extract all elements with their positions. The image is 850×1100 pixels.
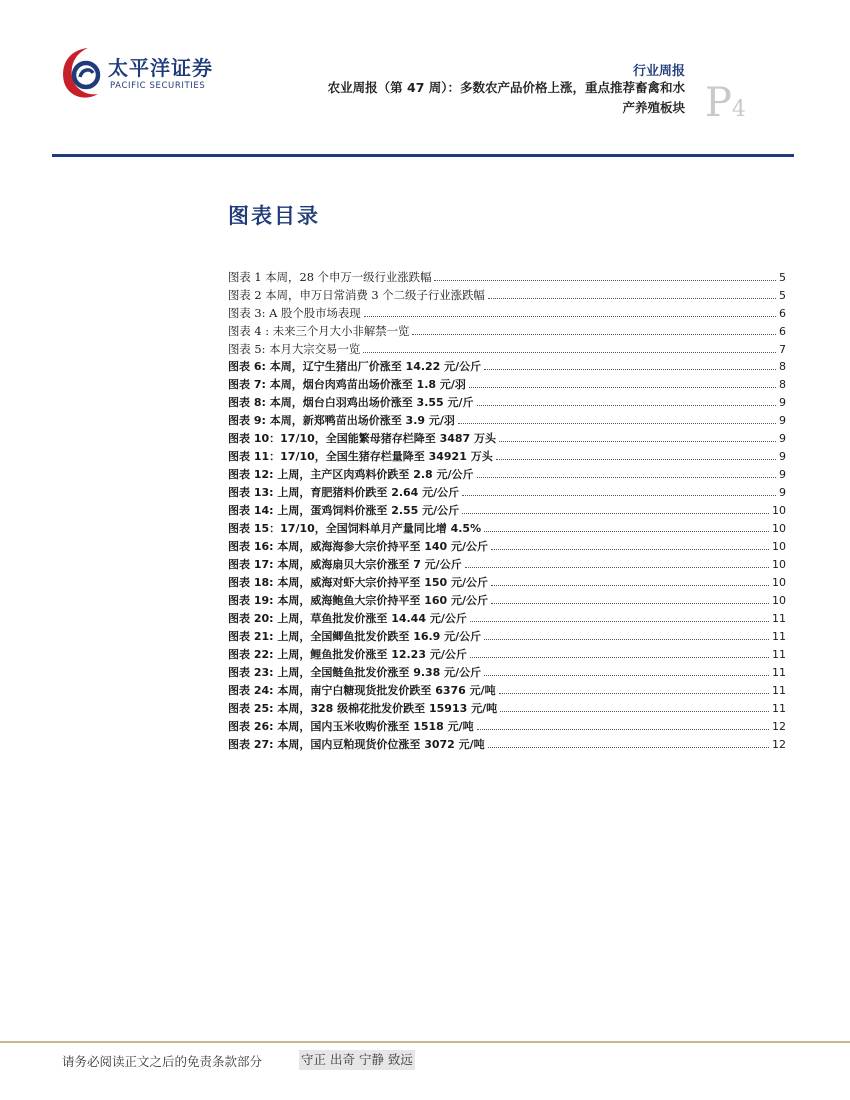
toc-dot-leader — [477, 395, 776, 406]
toc-entry-label: 图表 21: 上周，全国鲫鱼批发价跌至 16.9 元/公斤 — [228, 630, 482, 643]
toc-entry-page: 9 — [779, 486, 786, 499]
toc-dot-leader — [484, 665, 769, 676]
toc-entry-label: 图表 7: 本周，烟台肉鸡苗出场价涨至 1.8 元/羽 — [228, 378, 466, 391]
toc-entry[interactable] — [228, 502, 786, 520]
toc-entry-label: 图表 8: 本周，烟台白羽鸡出场价涨至 3.55 元/斤 — [228, 396, 474, 409]
toc-entry[interactable] — [228, 304, 786, 322]
toc-entry[interactable] — [228, 358, 786, 376]
toc-entry-label: 图表 5: 本月大宗交易一览 — [228, 342, 361, 356]
toc-dot-leader — [470, 611, 769, 622]
toc-entry[interactable] — [228, 574, 786, 592]
toc-dot-leader — [496, 449, 776, 460]
toc-entry-label: 图表 20: 上周，草鱼批发价涨至 14.44 元/公斤 — [228, 612, 467, 625]
toc-entry[interactable] — [228, 664, 786, 682]
toc-entry-label: 图表 24: 本周，南宁白糖现货批发价跌至 6376 元/吨 — [228, 684, 496, 697]
toc-dot-leader — [363, 342, 776, 353]
toc-entry-page: 10 — [772, 540, 786, 553]
toc-entry[interactable] — [228, 556, 786, 574]
toc-entry-page: 11 — [772, 612, 786, 625]
toc-dot-leader — [484, 359, 776, 370]
toc-entry-page: 11 — [772, 630, 786, 643]
toc-entry-page: 10 — [772, 504, 786, 517]
footer-divider — [0, 1041, 850, 1043]
toc-entry-page: 5 — [779, 271, 786, 284]
toc-entry-page: 11 — [772, 684, 786, 697]
company-logo — [58, 44, 258, 104]
toc-entry-label: 图表 16: 本周，威海海参大宗价持平至 140 元/公斤 — [228, 540, 489, 553]
toc-entry[interactable] — [228, 700, 786, 718]
toc-dot-leader — [488, 737, 769, 748]
toc-dot-leader — [477, 719, 769, 730]
toc-dot-leader — [458, 413, 776, 424]
toc-entry-label: 图表 6: 本周，辽宁生猪出厂价涨至 14.22 元/公斤 — [228, 360, 482, 373]
toc-entry-page: 10 — [772, 594, 786, 607]
toc-dot-leader — [412, 324, 776, 335]
toc-dot-leader — [469, 377, 776, 388]
toc-entry-label: 图表 18: 本周，威海对虾大宗价持平至 150 元/公斤 — [228, 576, 489, 589]
page-number-prefix: P — [705, 80, 732, 126]
footer-motto: 守正 出奇 宁静 致远 — [299, 1050, 415, 1070]
toc-entry-label: 图表 1 本周，28 个申万一级行业涨跌幅 — [228, 270, 432, 284]
toc-entry-page: 12 — [772, 738, 786, 751]
toc-entry-label: 图表 27: 本周，国内豆粕现货价位涨至 3072 元/吨 — [228, 738, 485, 751]
toc-entry[interactable] — [228, 736, 786, 754]
toc-entry-label: 图表 25: 本周，328 级棉花批发价跌至 15913 元/吨 — [228, 702, 498, 715]
toc-entry-label: 图表 9: 本周，新郑鸭苗出场价涨至 3.9 元/羽 — [228, 414, 455, 427]
page-number — [705, 80, 746, 126]
toc-entry[interactable] — [228, 322, 786, 340]
toc-dot-leader — [499, 431, 776, 442]
toc-dot-leader — [434, 270, 776, 281]
toc-dot-leader — [491, 593, 769, 604]
toc-entry[interactable] — [228, 448, 786, 466]
footer-disclaimer: 请务必阅读正文之后的免责条款部分 — [62, 1054, 263, 1069]
toc-entry-label: 图表 19: 本周，威海鲍鱼大宗价持平至 160 元/公斤 — [228, 594, 489, 607]
toc-entry[interactable] — [228, 412, 786, 430]
toc-entry[interactable] — [228, 340, 786, 358]
toc-entry-page: 10 — [772, 576, 786, 589]
toc-entry-label: 图表 14: 上周，蛋鸡饲料价涨至 2.55 元/公斤 — [228, 504, 460, 517]
brand-name-cn: 太平洋证券 — [108, 56, 213, 80]
header-divider — [52, 154, 794, 157]
toc-entry[interactable] — [228, 646, 786, 664]
toc-entry-page: 6 — [779, 325, 786, 338]
toc-entry-page: 9 — [779, 450, 786, 463]
toc-entry[interactable] — [228, 268, 786, 286]
toc-entry[interactable] — [228, 520, 786, 538]
toc-dot-leader — [364, 306, 776, 317]
toc-dot-leader — [499, 683, 769, 694]
brand-name-en: PACIFIC SECURITIES — [110, 81, 206, 91]
toc-entry[interactable] — [228, 376, 786, 394]
toc-entry[interactable] — [228, 628, 786, 646]
toc-entry-page: 9 — [779, 432, 786, 445]
toc-entry-page: 11 — [772, 666, 786, 679]
toc-entry-page: 8 — [779, 378, 786, 391]
toc-entry[interactable] — [228, 286, 786, 304]
toc-heading: 图表目录 — [228, 204, 320, 228]
toc-dot-leader — [484, 521, 769, 532]
toc-entry-label: 图表 17: 本周，威海扇贝大宗价涨至 7 元/公斤 — [228, 558, 462, 571]
toc-entry-page: 9 — [779, 396, 786, 409]
toc-dot-leader — [462, 485, 776, 496]
toc-entry[interactable] — [228, 682, 786, 700]
toc-entry-page: 7 — [779, 343, 786, 356]
toc-entry-label: 图表 2 本周，申万日常消费 3 个二级子行业涨跌幅 — [228, 288, 485, 302]
toc-entry-label: 图表 15：17/10，全国饲料单月产量同比增 4.5% — [228, 522, 482, 535]
toc-entry-label: 图表 3: A 股个股市场表现 — [228, 306, 361, 320]
toc-dot-leader — [477, 467, 776, 478]
toc-entry-label: 图表 13: 上周，育肥猪料价跌至 2.64 元/公斤 — [228, 486, 460, 499]
toc-entry-page: 12 — [772, 720, 786, 733]
toc-entry-page: 9 — [779, 414, 786, 427]
toc-entry-page: 10 — [772, 522, 786, 535]
toc-entry-label: 图表 11：17/10，全国生猪存栏量降至 34921 万头 — [228, 450, 493, 463]
toc-dot-leader — [484, 629, 769, 640]
toc-entry-label: 图表 26: 本周，国内玉米收购价涨至 1518 元/吨 — [228, 720, 474, 733]
pacific-securities-logo-icon — [58, 44, 104, 102]
toc-entry[interactable] — [228, 394, 786, 412]
report-title — [245, 78, 685, 118]
toc-entry-label: 图表 12: 上周，主产区肉鸡料价跌至 2.8 元/公斤 — [228, 468, 474, 481]
toc-entry-label: 图表 23: 上周，全国鲢鱼批发价涨至 9.38 元/公斤 — [228, 666, 482, 679]
toc-entry[interactable] — [228, 592, 786, 610]
toc-dot-leader — [462, 503, 769, 514]
page-number-value: 4 — [731, 97, 746, 122]
toc-dot-leader — [491, 539, 769, 550]
toc-entry-page: 6 — [779, 307, 786, 320]
toc-entry[interactable] — [228, 484, 786, 502]
toc-dot-leader — [491, 575, 769, 586]
toc-list — [228, 268, 786, 754]
toc-entry[interactable] — [228, 430, 786, 448]
toc-dot-leader — [465, 557, 769, 568]
report-title-line2: 产养殖板块 — [622, 100, 685, 115]
toc-entry-page: 8 — [779, 360, 786, 373]
toc-entry-label: 图表 4 : 未来三个月大小非解禁一览 — [228, 324, 410, 338]
report-type: 行业周报 — [632, 64, 685, 79]
toc-entry[interactable] — [228, 466, 786, 484]
report-title-line1: 农业周报（第 47 周）：多数农产品价格上涨，重点推荐畜禽和水 — [327, 80, 685, 95]
toc-entry[interactable] — [228, 538, 786, 556]
toc-entry-page: 5 — [779, 289, 786, 302]
toc-entry-page: 10 — [772, 558, 786, 571]
toc-entry[interactable] — [228, 610, 786, 628]
toc-entry[interactable] — [228, 718, 786, 736]
toc-entry-page: 11 — [772, 648, 786, 661]
toc-entry-page: 11 — [772, 702, 786, 715]
toc-entry-page: 9 — [779, 468, 786, 481]
toc-dot-leader — [470, 647, 769, 658]
toc-entry-label: 图表 10：17/10，全国能繁母猪存栏降至 3487 万头 — [228, 432, 497, 445]
toc-dot-leader — [488, 288, 776, 299]
toc-dot-leader — [500, 701, 769, 712]
toc-entry-label: 图表 22: 上周，鲤鱼批发价涨至 12.23 元/公斤 — [228, 648, 467, 661]
